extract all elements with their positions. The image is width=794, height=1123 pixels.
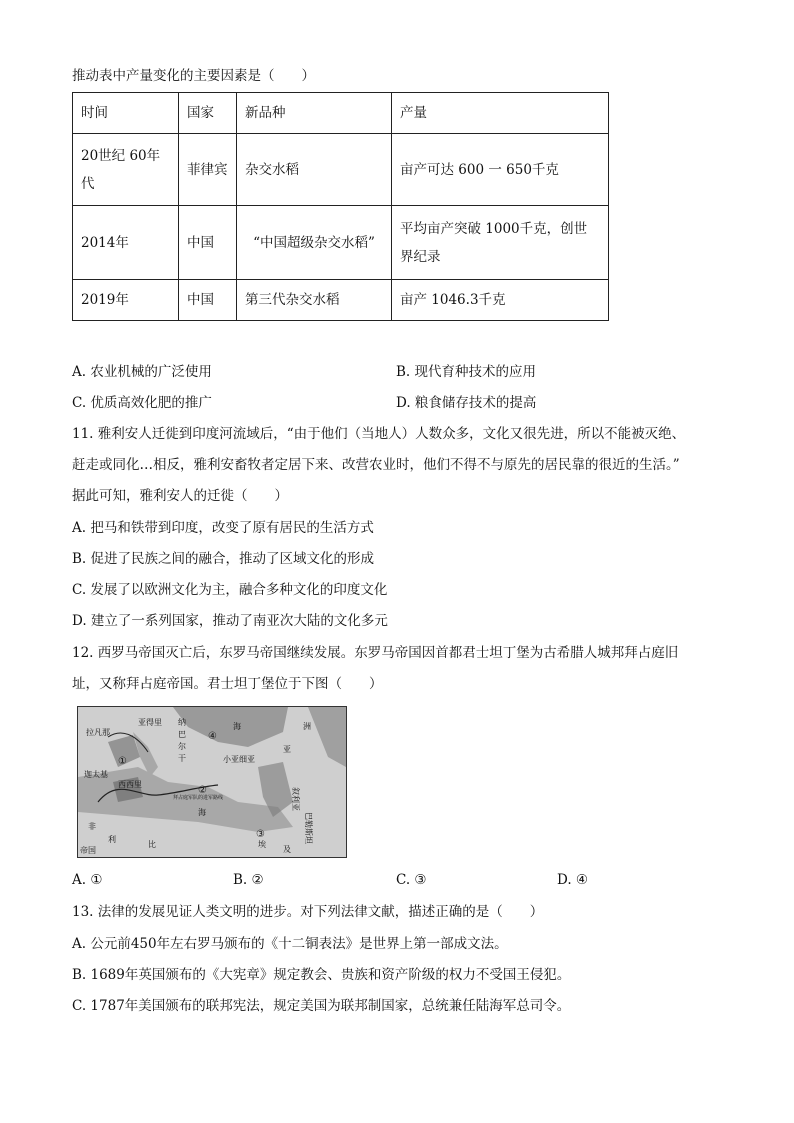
label-xixili: 西西里	[118, 780, 142, 789]
label-zhou: 洲	[303, 722, 311, 731]
q11-option-a[interactable]: A. 把马和铁带到印度，改变了原有居民的生活方式	[72, 520, 374, 536]
byzantine-map	[77, 706, 347, 858]
label-jiataji: 迦太基	[84, 770, 108, 779]
q12-option-c[interactable]: C. ③	[396, 872, 427, 888]
q12-option-a[interactable]: A. ①	[72, 872, 103, 888]
q11-option-d[interactable]: D. 建立了一系列国家，推动了南亚次大陆的文化多元	[72, 613, 388, 629]
cell-time: 2019年	[73, 280, 179, 321]
q11-stem-line2: 赶走或同化…相反，雅利安畜牧者定居下来、改营农业时，他们不得不与原先的居民靠的很近的生活。”	[72, 457, 680, 473]
header-time: 时间	[73, 93, 179, 134]
q13-option-a[interactable]: A. 公元前450年左右罗马颁布的《十二铜表法》是世界上第一部成文法。	[72, 936, 508, 952]
cell-time: 20世纪 60年代	[73, 134, 179, 206]
q10-option-b[interactable]: B. 现代育种技术的应用	[396, 364, 537, 380]
q13-option-b[interactable]: B. 1689年英国颁布的《大宪章》规定教会、贵族和资产阶级的权力不受国王侵犯。	[72, 967, 571, 983]
q12-option-d[interactable]: D. ④	[557, 872, 589, 888]
header-yield: 产量	[392, 93, 609, 134]
label-ai: 埃	[258, 840, 266, 849]
label-xiaoyaxiya: 小亚细亚	[223, 755, 255, 764]
q12-stem-line2: 址，又称拜占庭帝国。君士坦丁堡位于下图（ ）	[72, 676, 383, 692]
cell-yield: 亩产可达 600 一 650千克	[392, 134, 609, 206]
label-xuliya: 叙利亚	[291, 787, 300, 811]
cell-country: 中国	[179, 206, 237, 280]
label-ba: 巴	[178, 730, 186, 739]
label-diguo: 帝国	[80, 846, 96, 855]
label-route: 拜占庭军队的进军路线	[173, 795, 224, 801]
label-baleisitan: 巴勒斯坦	[304, 812, 313, 844]
label-ji: 及	[283, 845, 291, 854]
cell-yield: 亩产 1046.3千克	[392, 280, 609, 321]
q12-stem-line1: 12. 西罗马帝国灭亡后，东罗马帝国继续发展。东罗马帝国因首都君士坦丁堡为古希腊人城邦拜占庭旧	[72, 645, 679, 661]
header-variety: 新品种	[237, 93, 392, 134]
table-header-row	[73, 93, 609, 134]
label-ya: 亚	[283, 745, 291, 754]
table-row	[73, 134, 609, 206]
label-hai-south: 海	[198, 808, 206, 817]
q10-stem: 推动表中产量变化的主要因素是（ ）	[72, 68, 315, 84]
header-country: 国家	[179, 93, 237, 134]
cell-country: 菲律宾	[179, 134, 237, 206]
q10-option-c[interactable]: C. 优质高效化肥的推广	[72, 395, 212, 411]
marker-1: ①	[118, 756, 127, 767]
label-er: 尔	[178, 742, 186, 751]
q10-option-d[interactable]: D. 粮食储存技术的提高	[396, 395, 537, 411]
cell-yield: 平均亩产突破 1000千克，创世界纪录	[392, 206, 609, 280]
cell-time: 2014年	[73, 206, 179, 280]
q11-option-b[interactable]: B. 促进了民族之间的融合，推动了区域文化的形成	[72, 551, 375, 567]
cell-variety: 杂交水稻	[237, 134, 392, 206]
q13-stem: 13. 法律的发展见证人类文明的进步。对下列法律文献，描述正确的是（ ）	[72, 904, 544, 920]
q11-stem-line3: 据此可知，雅利安人的迁徙（ ）	[72, 488, 288, 504]
label-fei: 非	[88, 822, 96, 831]
label-gan: 干	[178, 754, 186, 763]
label-aidiya: 亚得里	[138, 718, 162, 727]
q12-option-b[interactable]: B. ②	[233, 872, 264, 888]
q11-option-c[interactable]: C. 发展了以欧洲文化为主，融合多种文化的印度文化	[72, 582, 388, 598]
table-row	[73, 206, 609, 280]
label-nanao: 纳	[178, 718, 186, 727]
rice-yield-table	[72, 92, 609, 321]
label-lafanna: 拉凡那	[86, 728, 110, 737]
label-hai-north: 海	[233, 722, 241, 731]
cell-variety: “中国超级杂交水稻”	[237, 206, 392, 280]
marker-3: ③	[256, 829, 265, 840]
q10-option-a[interactable]: A. 农业机械的广泛使用	[72, 364, 212, 380]
marker-2: ②	[198, 785, 207, 796]
table-row	[73, 280, 609, 321]
marker-4: ④	[208, 731, 217, 742]
cell-country: 中国	[179, 280, 237, 321]
cell-variety: 第三代杂交水稻	[237, 280, 392, 321]
q11-stem-line1: 11. 雅利安人迁徙到印度河流域后，“由于他们（当地人）人数众多，文化又很先进，所以不能被灭绝、	[72, 426, 686, 442]
label-li: 利	[108, 835, 116, 844]
q13-option-c[interactable]: C. 1787年美国颁布的联邦宪法，规定美国为联邦制国家，总统兼任陆海军总司令。	[72, 998, 571, 1014]
label-bi: 比	[148, 840, 156, 849]
